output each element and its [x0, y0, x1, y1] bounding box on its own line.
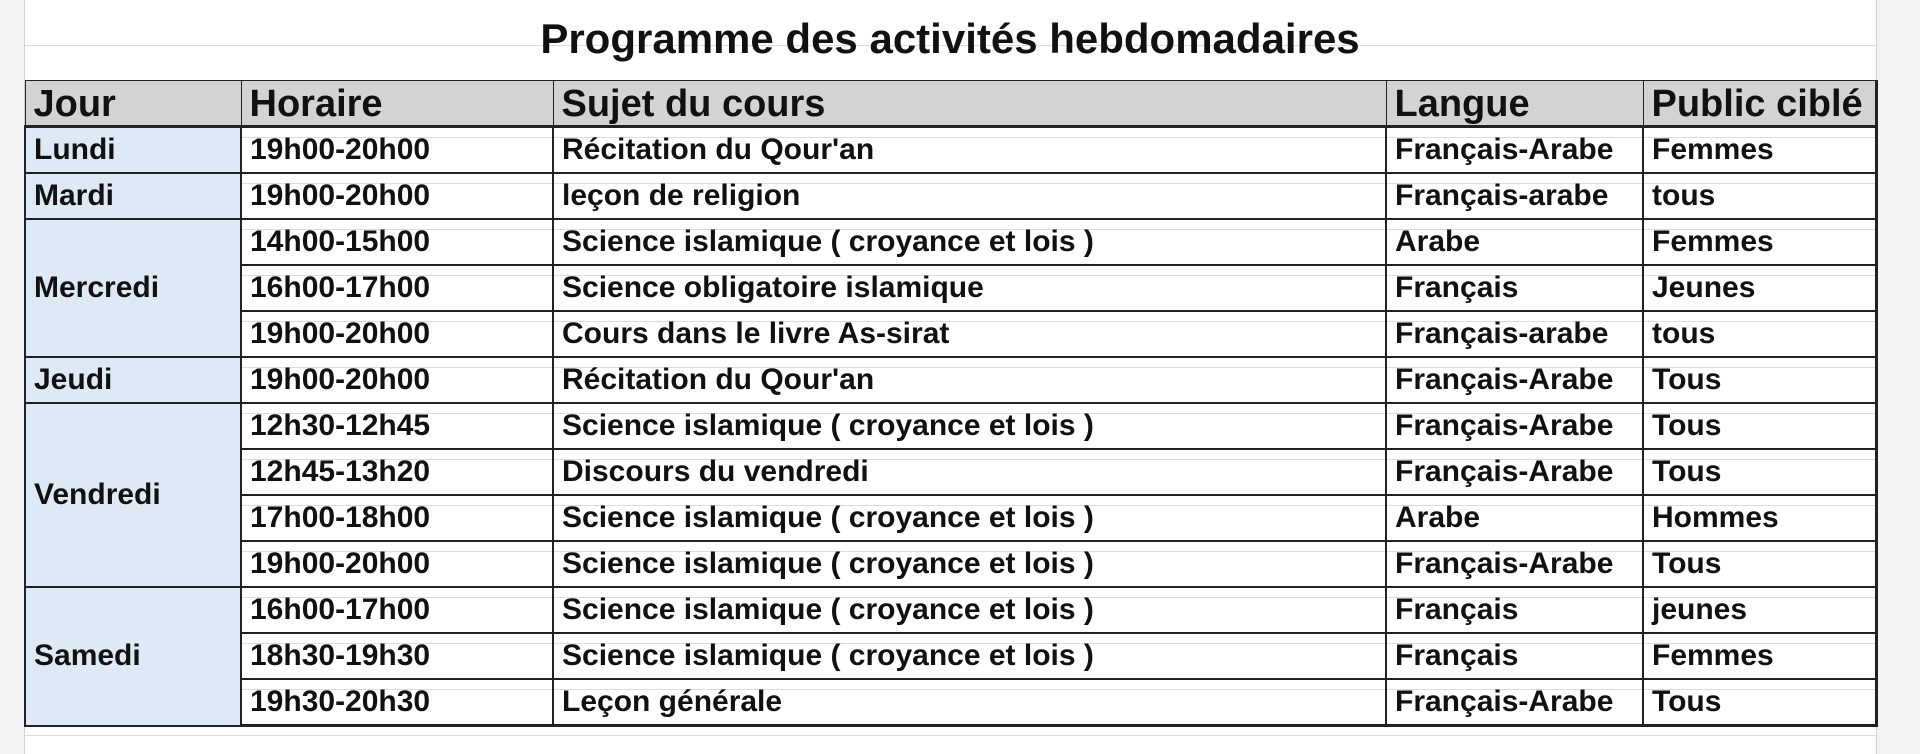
public-cell[interactable]: Tous	[1643, 403, 1876, 449]
sujet-cell[interactable]: Récitation du Qour'an	[553, 127, 1386, 174]
horaire-cell[interactable]: 12h30-12h45	[241, 403, 553, 449]
langue-cell[interactable]: Français	[1386, 265, 1643, 311]
day-cell[interactable]: Mercredi	[25, 219, 241, 357]
header-langue[interactable]: Langue	[1386, 81, 1643, 127]
horaire-cell[interactable]: 19h00-20h00	[241, 541, 553, 587]
sujet-cell[interactable]: Science islamique ( croyance et lois )	[553, 219, 1386, 265]
public-cell[interactable]: tous	[1643, 173, 1876, 219]
table-row	[25, 541, 1876, 587]
schedule-table	[24, 80, 1878, 727]
table-row	[25, 173, 1876, 219]
sujet-cell[interactable]: Science islamique ( croyance et lois )	[553, 541, 1386, 587]
public-cell[interactable]: Femmes	[1643, 633, 1876, 679]
sujet-cell[interactable]: Science islamique ( croyance et lois )	[553, 403, 1386, 449]
horaire-cell[interactable]: 19h00-20h00	[241, 127, 553, 174]
public-cell[interactable]: Tous	[1643, 357, 1876, 403]
public-cell[interactable]: Tous	[1643, 449, 1876, 495]
langue-cell[interactable]: Français	[1386, 633, 1643, 679]
public-cell[interactable]: Jeunes	[1643, 265, 1876, 311]
page-title: Programme des activités hebdomadaires	[540, 15, 1360, 62]
sujet-cell[interactable]: Leçon générale	[553, 679, 1386, 726]
public-cell[interactable]: Tous	[1643, 541, 1876, 587]
horaire-cell[interactable]: 12h45-13h20	[241, 449, 553, 495]
table-row	[25, 357, 1876, 403]
horaire-cell[interactable]: 14h00-15h00	[241, 219, 553, 265]
day-cell[interactable]: Vendredi	[25, 403, 241, 587]
sujet-cell[interactable]: Science islamique ( croyance et lois )	[553, 633, 1386, 679]
horaire-cell[interactable]: 16h00-17h00	[241, 265, 553, 311]
langue-cell[interactable]: Français	[1386, 587, 1643, 633]
sujet-cell[interactable]: leçon de religion	[553, 173, 1386, 219]
langue-cell[interactable]: Arabe	[1386, 495, 1643, 541]
table-row	[25, 219, 1876, 265]
langue-cell[interactable]: Arabe	[1386, 219, 1643, 265]
horaire-cell[interactable]: 16h00-17h00	[241, 587, 553, 633]
table-row	[25, 679, 1876, 726]
horaire-cell[interactable]: 19h00-20h00	[241, 357, 553, 403]
day-cell[interactable]: Jeudi	[25, 357, 241, 403]
row-header-gutter	[0, 0, 25, 754]
sujet-cell[interactable]: Science islamique ( croyance et lois )	[553, 495, 1386, 541]
table-row	[25, 587, 1876, 633]
public-cell[interactable]: tous	[1643, 311, 1876, 357]
table-row	[25, 449, 1876, 495]
day-cell[interactable]: Samedi	[25, 587, 241, 726]
langue-cell[interactable]: Français-arabe	[1386, 173, 1643, 219]
public-cell[interactable]: Femmes	[1643, 219, 1876, 265]
sujet-cell[interactable]: Discours du vendredi	[553, 449, 1386, 495]
table-row	[25, 311, 1876, 357]
header-jour[interactable]: Jour	[25, 81, 241, 127]
header-row	[25, 81, 1876, 127]
horaire-cell[interactable]: 19h00-20h00	[241, 311, 553, 357]
horaire-cell[interactable]: 19h30-20h30	[241, 679, 553, 726]
horaire-cell[interactable]: 19h00-20h00	[241, 173, 553, 219]
header-horaire[interactable]: Horaire	[241, 81, 553, 127]
right-gutter	[1876, 0, 1920, 754]
sujet-cell[interactable]: Récitation du Qour'an	[553, 357, 1386, 403]
table-row	[25, 265, 1876, 311]
langue-cell[interactable]: Français-arabe	[1386, 311, 1643, 357]
langue-cell[interactable]: Français-Arabe	[1386, 127, 1643, 174]
public-cell[interactable]: Femmes	[1643, 127, 1876, 174]
langue-cell[interactable]: Français-Arabe	[1386, 449, 1643, 495]
horaire-cell[interactable]: 17h00-18h00	[241, 495, 553, 541]
table-row	[25, 633, 1876, 679]
sujet-cell[interactable]: Cours dans le livre As-sirat	[553, 311, 1386, 357]
horaire-cell[interactable]: 18h30-19h30	[241, 633, 553, 679]
table-row	[25, 127, 1876, 174]
table-row	[25, 495, 1876, 541]
langue-cell[interactable]: Français-Arabe	[1386, 403, 1643, 449]
sujet-cell[interactable]: Science islamique ( croyance et lois )	[553, 587, 1386, 633]
langue-cell[interactable]: Français-Arabe	[1386, 357, 1643, 403]
header-sujet[interactable]: Sujet du cours	[553, 81, 1386, 127]
header-public[interactable]: Public ciblé	[1643, 81, 1876, 127]
sujet-cell[interactable]: Science obligatoire islamique	[553, 265, 1386, 311]
public-cell[interactable]: jeunes	[1643, 587, 1876, 633]
public-cell[interactable]: Hommes	[1643, 495, 1876, 541]
langue-cell[interactable]: Français-Arabe	[1386, 541, 1643, 587]
schedule-body	[25, 127, 1876, 726]
public-cell[interactable]: Tous	[1643, 679, 1876, 726]
langue-cell[interactable]: Français-Arabe	[1386, 679, 1643, 726]
day-cell[interactable]: Lundi	[25, 127, 241, 174]
day-cell[interactable]: Mardi	[25, 173, 241, 219]
table-row	[25, 403, 1876, 449]
